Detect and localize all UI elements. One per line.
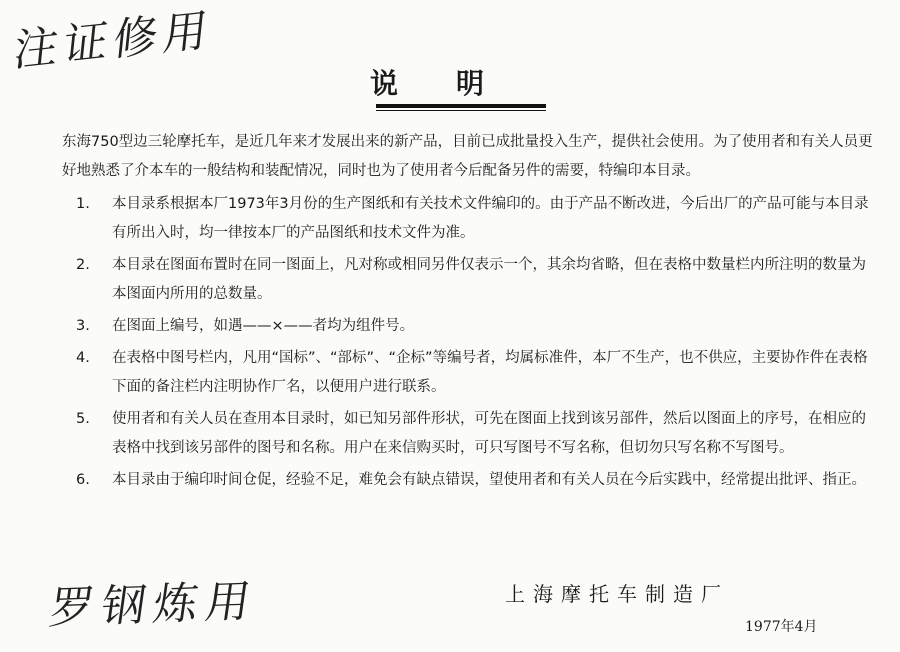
handwritten-signature: 罗钢炼用 [46,575,262,635]
list-item-text: 在表格中图号栏内，凡用“国标”、“部标”、“企标”等编号者，均属标准件，本厂不生产，也不供应，主要协作件在表格下面的备注栏内注明协作厂名，以便用户进行联系。 [112,350,868,395]
list-item [62,405,877,463]
list-item [62,344,877,402]
list-item-number: 4. [76,350,90,366]
title-underline-thin [376,110,546,111]
handwritten-note-top: 注证修用 [11,4,216,78]
document-date: 1977年4月 [745,619,818,635]
list-item-number: 2. [76,257,90,273]
list-item [62,466,877,495]
list-item-number: 1. [76,196,90,212]
list-item [62,190,877,248]
list-item-number: 6. [76,472,90,488]
list-item-text: 在图面上编号，如遇——×——者均为组件号。 [112,318,415,334]
list-item [62,251,877,309]
page-title: 说明 [370,67,543,100]
list-item-text: 使用者和有关人员在查用本目录时，如已知另部件形状，可先在图面上找到该另部件，然后以图面上的序号，在相应的表格中找到该另部件的图号和名称。用户在来信购买时，可只写图号不写名称，但切勿只写名称不写图号。 [112,411,866,456]
title-underline [376,104,546,108]
organization-name: 上海摩托车制造厂 [505,582,729,606]
document-body [62,128,877,498]
list-item-text: 本目录在图面布置时在同一图面上，凡对称或相同另件仅表示一个，其余均省略，但在表格中数量栏内所注明的数量为本图面内所用的总数量。 [112,257,866,302]
list-item-number: 5. [76,411,90,427]
list-item-number: 3. [76,318,90,334]
list-item-text: 本目录系根据本厂1973年3月份的生产图纸和有关技术文件编印的。由于产品不断改进，今后出厂的产品可能与本目录有所出入时，均一律按本厂的产品图纸和技术文件为准。 [112,196,869,241]
list-item [62,312,877,341]
list-item-text: 本目录由于编印时间仓促，经验不足，难免会有缺点错误，望使用者和有关人员在今后实践中，经常提出批评、指正。 [112,472,866,488]
intro-paragraph: 东海750型边三轮摩托车，是近几年来才发展出来的新产品，目前已成批量投入生产，提供社会使用。为了使用者和有关人员更好地熟悉了介本车的一般结构和装配情况，同时也为了使用者今后配备另件的需要，特编印本目录。 [62,134,873,179]
